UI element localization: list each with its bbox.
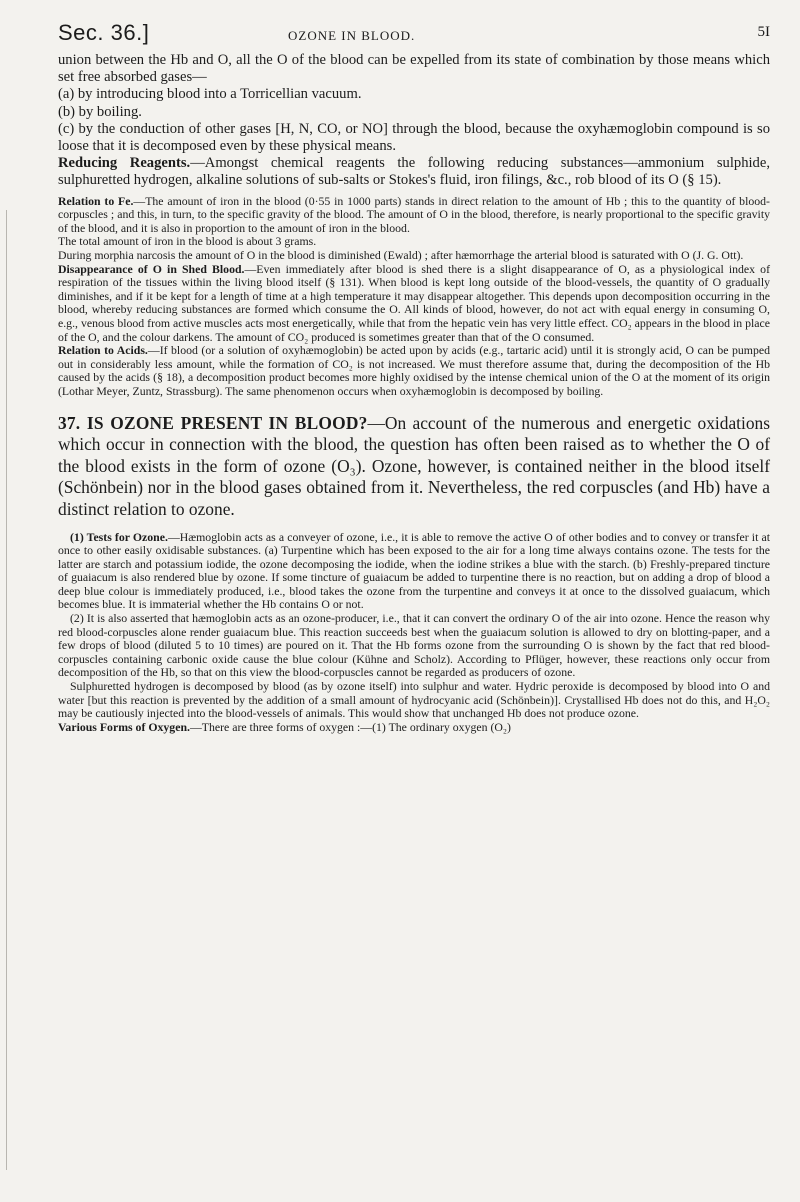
list-item-b: (b) by boiling. [58,103,142,120]
running-head [58,2,770,48]
page-edge-shadow [6,210,7,1170]
run-in-heading: Reducing Reagents. [58,155,191,172]
paragraph-tests-for-ozone: (1) Tests for Ozone.—Hæmoglobin acts as a conveyer of ozone, i.e., it is able to remove the active O of other bodies and to convey or transfer it at once to other easily oxidisable substances. (a) Turpentine which has been exposed to the air for a long time always contains ozone. The tests for the latter are starch and potassium iodide, the ozone decomposing the iodide, when the iodine strikes a blue with the starch. (b) Freshly-prepared tincture of guaiacum is also rendered blue by ozone. If some tincture of guaiacum be added to turpentine there is no reaction, but on adding a drop of blood a deep blue colour is immediately produced, i.e., blood takes the ozone from the turpentine and conveys it at once to the dissolved guaiacum, which becomes blue. It is immaterial whether the Hb contains O or not. [58,529,770,612]
paragraph-relation-to-acids: Relation to Acids.—If blood (or a solution of oxyhæmoglobin) be acted upon by acids (e.g., tartaric acid) until it is strongly acid, O can be pumped out in considerably less amount, while the formation of CO₂ is not increased. We must therefore assume that, during the decomposition of the Hb caused by the acids (§ 18), a decomposition product becomes more highly oxidised by the intense chemical union of the O at the moment of its origin (Lothar Meyer, Zuntz, Strassburg). The same phenomenon occurs when oxyhæmoglobin is decomposed by boiling. [58,343,770,398]
paragraph-ozone-producer: (2) It is also asserted that hæmoglobin acts as an ozone-producer, i.e., that it can convert the ordinary O of the air into ozone. Hence the reason why red blood-corpuscles alone render guaiacum blue. This reaction succeeds best when the guaiacum solution is allowed to dry on blotting-paper, and a few drops of blood (diluted 5 to 10 times) are poured on it. That the Hb forms ozone from the surrounding O is shown by the fact that red blood-corpuscles containing carbonic oxide cause the blue colour (Kühne and Scholz). According to Pflüger, however, these reactions only occur from decomposition of the Hb, so that on this view the blood-corpuscles cannot be regarded as producers of ozone. [58,611,770,680]
paragraph-forms-of-oxygen: Various Forms of Oxygen.—There are three forms of oxygen :—(1) The ordinary oxygen (O₂) [58,719,511,734]
section-37-paragraph: 37. IS OZONE PRESENT IN BLOOD?—On account of the numerous and energetic oxidations which occur in connection with the blood, the question has often been raised as to whether the O of the blood exists in the form of ozone (O₃). Ozone, however, is contained neither in the blood itself (Schönbein) nor in the blood gases obtained from it. Nevertheless, the red corpuscles (and Hb) have a distinct relation to ozone. [58,412,770,519]
run-in-heading: Relation to Fe. [58,193,134,208]
section-heading: 37. IS OZONE PRESENT IN BLOOD? [58,412,368,433]
paragraph-morphia: During morphia narcosis the amount of O in the blood is diminished (Ewald) ; after hæmorrhage the arterial blood is saturated with O (J. G. Ott). [58,248,744,262]
section-number: Sec. 36.] [58,20,150,45]
paragraph-iron-total: The total amount of iron in the blood is about 3 grams. [58,234,317,249]
run-in-heading: Various Forms of Oxygen. [58,719,190,734]
list-item-c: (c) by the conduction of other gases [H, N, CO, or NO] through the blood, because the oxyhæmoglobin compound is so loose that it is decomposed even by these physical means. [58,120,770,155]
paragraph-reducing-reagents: Reducing Reagents.—Amongst chemical reagents the following reducing substances—ammonium sulphide, sulphuretted hydrogen, alkaline solutions of sub-salts or Stokes's fluid, iron filings, &c., rob blood of its O (§ 15). [58,155,770,189]
page-number: 5I [757,24,770,40]
paragraph-sulphuretted-hydrogen: Sulphuretted hydrogen is decomposed by blood (as by ozone itself) into sulphur and water. Hydric peroxide is decomposed by blood into O and water [but this reaction is prevented by the addition of a small amount of hydrocyanic acid (Schönbein)]. Crystallised Hb does not do this, and H₂O₂ may be cautiously injected into the blood-vessels of animals. This would show that unchanged Hb does not produce ozone. [58,679,770,721]
run-in-heading: Relation to Acids. [58,343,148,358]
page-body [58,52,770,734]
paragraph-relation-to-fe: Relation to Fe.—The amount of iron in the blood (0·55 in 1000 parts) stands in direct relation to the amount of Hb ; this to the quantity of blood-corpuscles ; and this, in turn, to the specific gravity of the blood. The amount of O in the blood, therefore, is nearly proportional to the specific gravity of the blood, and it is also in proportion to the amount of iron in the blood. [58,193,770,235]
paragraph-continuation: union between the Hb and O, all the O of the blood can be expelled from its state of combination by those means which set free absorbed gases— [58,52,770,86]
run-in-heading: (1) Tests for Ozone. [70,529,168,544]
paragraph-shed-blood: Disappearance of O in Shed Blood.—Even immediately after blood is shed there is a slight disappearance of O, as a physiological index of respiration of the tissues within the living blood itself (§ 131). When blood is kept long outside of the blood-vessels, the quantity of O gradually diminishes, and if it be kept for a length of time at a high temperature it may disappear altogether. This depends upon decomposition occurring in the blood, whereby reducing substances are formed which consume the O. All kinds of blood, however, do not act with equal energy in consuming O, e.g., venous blood from active muscles acts most energetically, while that from the hepatic vein has very little effect. CO₂ appears in the blood in place of the O, and the colour darkens. The amount of CO₂ produced is sometimes greater than that of the O consumed. [58,261,771,344]
run-in-heading: Disappearance of O in Shed Blood. [58,261,245,276]
list-item-a: (a) by introducing blood into a Torricellian vacuum. [58,86,362,103]
running-title: OZONE IN BLOOD. [288,28,416,43]
